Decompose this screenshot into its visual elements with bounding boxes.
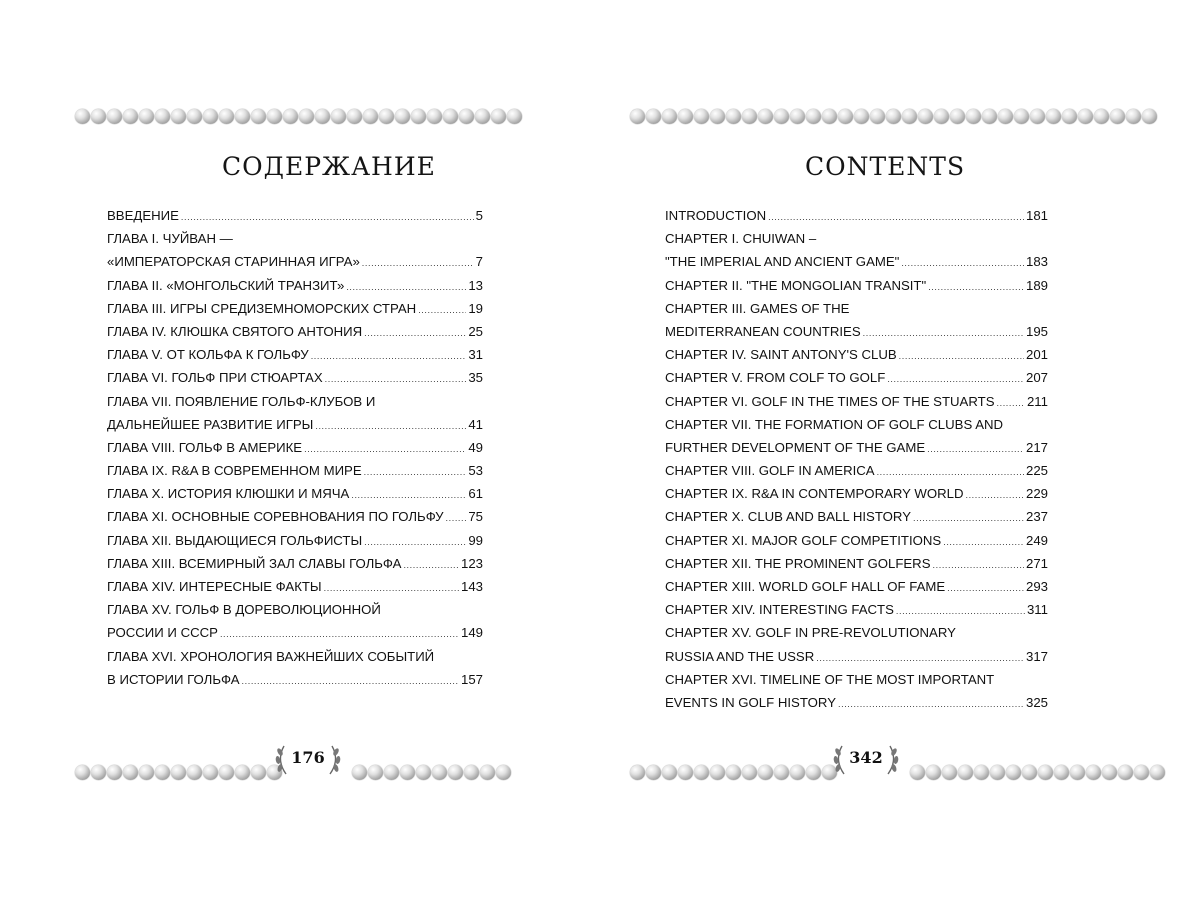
golf-ball-icon bbox=[726, 765, 741, 780]
golf-ball-icon bbox=[251, 109, 266, 124]
golf-ball-border-top bbox=[75, 109, 522, 129]
toc-entry bbox=[107, 486, 483, 509]
toc-entry-page: 31 bbox=[468, 347, 483, 363]
dot-leader bbox=[181, 212, 474, 222]
toc-entry bbox=[665, 324, 1048, 347]
golf-ball-icon bbox=[694, 109, 709, 124]
dot-leader bbox=[364, 467, 467, 477]
golf-ball-icon bbox=[267, 109, 282, 124]
toc-entry-title: ГЛАВА XV. ГОЛЬФ В ДОРЕВОЛЮЦИОННОЙ bbox=[107, 602, 381, 618]
golf-ball-icon bbox=[1022, 765, 1037, 780]
golf-ball-icon bbox=[123, 109, 138, 124]
golf-ball-icon bbox=[75, 109, 90, 124]
toc-entry-title: CHAPTER XI. MAJOR GOLF COMPETITIONS bbox=[665, 532, 942, 548]
golf-ball-icon bbox=[1094, 109, 1109, 124]
toc-entry-page: 75 bbox=[468, 509, 483, 525]
golf-ball-icon bbox=[630, 109, 645, 124]
golf-ball-icon bbox=[758, 765, 773, 780]
golf-ball-icon bbox=[710, 765, 725, 780]
toc-entry-page: 207 bbox=[1025, 370, 1048, 386]
dot-leader bbox=[838, 699, 1024, 709]
toc-entry bbox=[665, 486, 1048, 509]
toc-entry-page: 5 bbox=[475, 208, 483, 223]
golf-ball-icon bbox=[91, 765, 106, 780]
toc-entry-page: 41 bbox=[468, 416, 483, 432]
dot-leader bbox=[351, 490, 466, 500]
golf-ball-icon bbox=[950, 109, 965, 124]
golf-ball-icon bbox=[123, 765, 138, 780]
golf-ball-icon bbox=[368, 765, 383, 780]
golf-ball-icon bbox=[139, 109, 154, 124]
golf-ball-icon bbox=[934, 109, 949, 124]
golf-ball-icon bbox=[187, 109, 202, 124]
toc-entry-page: 181 bbox=[1025, 208, 1048, 223]
golf-ball-icon bbox=[203, 109, 218, 124]
toc-entry-title: ГЛАВА XIV. ИНТЕРЕСНЫЕ ФАКТЫ bbox=[107, 579, 322, 594]
golf-ball-border-bottom bbox=[352, 765, 511, 785]
toc-entry-page: 19 bbox=[468, 300, 483, 316]
toc-entry-page: 13 bbox=[468, 277, 483, 293]
toc-entry-page: 61 bbox=[468, 486, 483, 502]
page-number-badge bbox=[268, 740, 348, 780]
toc-entry bbox=[107, 254, 483, 277]
golf-ball-icon bbox=[1150, 765, 1165, 780]
toc-entry-title: CHAPTER VI. GOLF IN THE TIMES OF THE STUARTS bbox=[665, 393, 995, 409]
toc-entry bbox=[665, 463, 1048, 486]
golf-ball-icon bbox=[507, 109, 522, 124]
golf-ball-icon bbox=[395, 109, 410, 124]
toc-entry-page: 195 bbox=[1025, 323, 1048, 339]
toc-entry-title: CHAPTER IX. R&A IN CONTEMPORARY WORLD bbox=[665, 486, 964, 502]
dot-leader bbox=[315, 421, 466, 431]
golf-ball-border-top bbox=[630, 109, 1157, 129]
golf-ball-icon bbox=[331, 109, 346, 124]
toc-entry bbox=[107, 602, 483, 625]
toc-entry-title: CHAPTER XV. GOLF IN PRE-REVOLUTIONARY bbox=[665, 625, 956, 641]
golf-ball-icon bbox=[630, 765, 645, 780]
golf-ball-icon bbox=[171, 109, 186, 124]
toc-entry bbox=[665, 649, 1048, 672]
golf-ball-icon bbox=[982, 109, 997, 124]
toc-entry bbox=[665, 254, 1048, 277]
golf-ball-border-bottom bbox=[75, 765, 282, 785]
table-of-contents bbox=[107, 208, 483, 695]
golf-ball-icon bbox=[710, 109, 725, 124]
toc-entry bbox=[107, 394, 483, 417]
toc-entry bbox=[107, 440, 483, 463]
golf-ball-icon bbox=[187, 765, 202, 780]
toc-entry-title: ГЛАВА XVI. ХРОНОЛОГИЯ ВАЖНЕЙШИХ СОБЫТИЙ bbox=[107, 648, 435, 664]
right-page bbox=[600, 0, 1200, 900]
toc-entry-title: ДАЛЬНЕЙШЕЕ РАЗВИТИЕ ИГРЫ bbox=[107, 416, 314, 432]
toc-entry-title: ГЛАВА XI. ОСНОВНЫЕ СОРЕВНОВАНИЯ ПО ГОЛЬФУ bbox=[107, 509, 444, 525]
golf-ball-icon bbox=[251, 765, 266, 780]
toc-entry bbox=[665, 533, 1048, 556]
toc-entry-page: 49 bbox=[468, 439, 483, 455]
golf-ball-icon bbox=[646, 765, 661, 780]
toc-entry-page: 53 bbox=[468, 463, 483, 479]
golf-ball-icon bbox=[352, 765, 367, 780]
golf-ball-icon bbox=[758, 109, 773, 124]
golf-ball-icon bbox=[1006, 765, 1021, 780]
golf-ball-icon bbox=[219, 109, 234, 124]
toc-entry bbox=[665, 231, 1048, 254]
golf-ball-icon bbox=[432, 765, 447, 780]
golf-ball-icon bbox=[155, 765, 170, 780]
golf-ball-icon bbox=[662, 765, 677, 780]
toc-entry-title: CHAPTER VII. THE FORMATION OF GOLF CLUBS AND bbox=[665, 416, 1004, 432]
golf-ball-icon bbox=[646, 109, 661, 124]
golf-ball-icon bbox=[203, 765, 218, 780]
golf-ball-border-bottom bbox=[630, 765, 837, 785]
golf-ball-icon bbox=[678, 109, 693, 124]
toc-entry-title: CHAPTER IV. SAINT ANTONY'S CLUB bbox=[665, 347, 897, 363]
toc-entry bbox=[107, 533, 483, 556]
golf-ball-border-bottom bbox=[910, 765, 1165, 785]
golf-ball-icon bbox=[966, 109, 981, 124]
toc-entry bbox=[107, 579, 483, 602]
toc-entry bbox=[107, 649, 483, 672]
golf-ball-icon bbox=[1054, 765, 1069, 780]
golf-ball-icon bbox=[496, 765, 511, 780]
toc-entry-page: 271 bbox=[1025, 555, 1048, 571]
golf-ball-icon bbox=[806, 109, 821, 124]
golf-ball-icon bbox=[416, 765, 431, 780]
toc-entry bbox=[665, 672, 1048, 695]
dot-leader bbox=[242, 676, 459, 686]
dot-leader bbox=[899, 351, 1024, 361]
toc-entry bbox=[665, 208, 1048, 231]
golf-ball-icon bbox=[1046, 109, 1061, 124]
golf-ball-icon bbox=[427, 109, 442, 124]
toc-entry-title: ГЛАВА V. ОТ КОЛЬФА К ГОЛЬФУ bbox=[107, 347, 309, 363]
dot-leader bbox=[418, 305, 466, 315]
golf-ball-icon bbox=[678, 765, 693, 780]
golf-ball-icon bbox=[854, 109, 869, 124]
toc-entry-title: CHAPTER XIII. WORLD GOLF HALL OF FAME bbox=[665, 579, 946, 594]
dot-leader bbox=[901, 258, 1024, 268]
page-number: 176 bbox=[291, 748, 325, 767]
golf-ball-icon bbox=[926, 765, 941, 780]
toc-entry bbox=[107, 347, 483, 370]
golf-ball-icon bbox=[75, 765, 90, 780]
toc-entry bbox=[665, 556, 1048, 579]
golf-ball-icon bbox=[91, 109, 106, 124]
golf-ball-icon bbox=[694, 765, 709, 780]
toc-entry-title: MEDITERRANEAN COUNTRIES bbox=[665, 323, 861, 339]
golf-ball-icon bbox=[379, 109, 394, 124]
golf-ball-icon bbox=[774, 109, 789, 124]
toc-entry bbox=[107, 324, 483, 347]
golf-ball-icon bbox=[1014, 109, 1029, 124]
toc-entry bbox=[107, 301, 483, 324]
toc-entry-title: CHAPTER I. CHUIWAN – bbox=[665, 231, 817, 247]
toc-entry-page: 237 bbox=[1025, 509, 1048, 525]
toc-entry-page: 189 bbox=[1025, 277, 1048, 293]
dot-leader bbox=[768, 212, 1024, 222]
toc-entry-page: 7 bbox=[475, 254, 483, 270]
golf-ball-icon bbox=[1142, 109, 1157, 124]
golf-ball-icon bbox=[363, 109, 378, 124]
toc-entry-page: 157 bbox=[460, 671, 483, 687]
toc-entry bbox=[665, 579, 1048, 602]
page-number-badge bbox=[826, 740, 906, 780]
toc-entry-title: В ИСТОРИИ ГОЛЬФА bbox=[107, 671, 240, 687]
golf-ball-icon bbox=[990, 765, 1005, 780]
golf-ball-icon bbox=[958, 765, 973, 780]
toc-entry-page: 25 bbox=[468, 323, 483, 339]
toc-entry-title: "THE IMPERIAL AND ANCIENT GAME" bbox=[665, 254, 900, 270]
toc-entry-title: EVENTS IN GOLF HISTORY bbox=[665, 694, 836, 710]
toc-entry bbox=[665, 440, 1048, 463]
golf-ball-icon bbox=[886, 109, 901, 124]
toc-entry-page: 35 bbox=[468, 370, 483, 386]
golf-ball-icon bbox=[1134, 765, 1149, 780]
toc-entry bbox=[665, 602, 1048, 625]
golf-ball-icon bbox=[806, 765, 821, 780]
toc-entry-title: ГЛАВА VI. ГОЛЬФ ПРИ СТЮАРТАХ bbox=[107, 370, 323, 386]
dot-leader bbox=[403, 560, 459, 570]
toc-entry-page: 317 bbox=[1025, 648, 1048, 664]
toc-entry bbox=[107, 556, 483, 579]
golf-ball-icon bbox=[662, 109, 677, 124]
golf-ball-icon bbox=[790, 109, 805, 124]
toc-entry-page: 293 bbox=[1025, 579, 1048, 594]
toc-entry-page: 325 bbox=[1025, 694, 1048, 710]
golf-ball-icon bbox=[942, 765, 957, 780]
golf-ball-icon bbox=[1070, 765, 1085, 780]
toc-entry-page: 143 bbox=[460, 579, 483, 594]
golf-ball-icon bbox=[742, 109, 757, 124]
dot-leader bbox=[364, 537, 466, 547]
toc-entry-title: CHAPTER X. CLUB AND BALL HISTORY bbox=[665, 509, 911, 525]
toc-entry bbox=[665, 417, 1048, 440]
dot-leader bbox=[913, 513, 1024, 523]
toc-entry-page: 201 bbox=[1025, 347, 1048, 363]
toc-entry-title: INTRODUCTION bbox=[665, 208, 767, 223]
toc-entry bbox=[107, 463, 483, 486]
golf-ball-icon bbox=[107, 765, 122, 780]
golf-ball-icon bbox=[464, 765, 479, 780]
toc-entry-page: 229 bbox=[1025, 486, 1048, 502]
dot-leader bbox=[943, 537, 1024, 547]
toc-entry bbox=[107, 208, 483, 231]
page-title: СОДЕРЖАНИЕ bbox=[222, 152, 436, 181]
golf-ball-icon bbox=[1110, 109, 1125, 124]
golf-ball-icon bbox=[235, 765, 250, 780]
dot-leader bbox=[887, 374, 1024, 384]
toc-entry bbox=[665, 370, 1048, 393]
dot-leader bbox=[877, 467, 1024, 477]
dot-leader bbox=[325, 374, 467, 384]
toc-entry bbox=[107, 509, 483, 532]
toc-entry-title: ГЛАВА II. «МОНГОЛЬСКИЙ ТРАНЗИТ» bbox=[107, 277, 345, 293]
toc-entry-title: «ИМПЕРАТОРСКАЯ СТАРИННАЯ ИГРА» bbox=[107, 254, 360, 270]
golf-ball-icon bbox=[870, 109, 885, 124]
dot-leader bbox=[863, 328, 1024, 338]
golf-ball-icon bbox=[347, 109, 362, 124]
golf-ball-icon bbox=[411, 109, 426, 124]
dot-leader bbox=[928, 282, 1024, 292]
golf-ball-icon bbox=[910, 765, 925, 780]
toc-entry-title: RUSSIA AND THE USSR bbox=[665, 648, 815, 664]
dot-leader bbox=[311, 351, 467, 361]
toc-entry bbox=[107, 625, 483, 648]
toc-entry-title: ГЛАВА I. ЧУЙВАН — bbox=[107, 231, 233, 247]
golf-ball-icon bbox=[443, 109, 458, 124]
dot-leader bbox=[896, 606, 1025, 616]
toc-entry-page: 311 bbox=[1026, 602, 1048, 618]
toc-entry-title: CHAPTER XIV. INTERESTING FACTS bbox=[665, 602, 894, 618]
golf-ball-icon bbox=[790, 765, 805, 780]
toc-entry-page: 225 bbox=[1025, 463, 1048, 479]
golf-ball-icon bbox=[1086, 765, 1101, 780]
golf-ball-icon bbox=[139, 765, 154, 780]
toc-entry-title: ГЛАВА XII. ВЫДАЮЩИЕСЯ ГОЛЬФИСТЫ bbox=[107, 532, 363, 548]
toc-entry bbox=[107, 370, 483, 393]
golf-ball-icon bbox=[283, 109, 298, 124]
table-of-contents bbox=[665, 208, 1048, 718]
golf-ball-icon bbox=[219, 765, 234, 780]
dot-leader bbox=[346, 282, 466, 292]
toc-entry-page: 149 bbox=[460, 625, 483, 641]
dot-leader bbox=[816, 653, 1024, 663]
golf-ball-icon bbox=[299, 109, 314, 124]
golf-ball-icon bbox=[974, 765, 989, 780]
golf-ball-icon bbox=[1062, 109, 1077, 124]
dot-leader bbox=[364, 328, 466, 338]
golf-ball-icon bbox=[726, 109, 741, 124]
golf-ball-icon bbox=[1030, 109, 1045, 124]
toc-entry-title: ГЛАВА XIII. ВСЕМИРНЫЙ ЗАЛ СЛАВЫ ГОЛЬФА bbox=[107, 555, 402, 571]
dot-leader bbox=[324, 583, 459, 593]
golf-ball-icon bbox=[384, 765, 399, 780]
dot-leader bbox=[947, 583, 1024, 593]
golf-ball-icon bbox=[902, 109, 917, 124]
toc-entry bbox=[665, 278, 1048, 301]
golf-ball-icon bbox=[1118, 765, 1133, 780]
golf-ball-icon bbox=[1038, 765, 1053, 780]
toc-entry-title: CHAPTER II. "THE MONGOLIAN TRANSIT" bbox=[665, 277, 927, 293]
toc-entry bbox=[665, 301, 1048, 324]
toc-entry bbox=[107, 417, 483, 440]
toc-entry bbox=[107, 278, 483, 301]
golf-ball-icon bbox=[742, 765, 757, 780]
toc-entry bbox=[107, 231, 483, 254]
toc-entry-title: CHAPTER V. FROM COLF TO GOLF bbox=[665, 370, 886, 386]
toc-entry-page: 123 bbox=[460, 555, 483, 571]
toc-entry bbox=[665, 347, 1048, 370]
toc-entry-page: 217 bbox=[1025, 439, 1048, 455]
golf-ball-icon bbox=[774, 765, 789, 780]
golf-ball-icon bbox=[491, 109, 506, 124]
toc-entry-title: ГЛАВА VII. ПОЯВЛЕНИЕ ГОЛЬФ-КЛУБОВ И bbox=[107, 393, 376, 409]
golf-ball-icon bbox=[459, 109, 474, 124]
toc-entry-title: ГЛАВА IX. R&A В СОВРЕМЕННОМ МИРЕ bbox=[107, 463, 362, 479]
page-number: 342 bbox=[849, 748, 883, 767]
golf-ball-icon bbox=[838, 109, 853, 124]
toc-entry-title: CHAPTER III. GAMES OF THE bbox=[665, 300, 850, 316]
toc-entry-title: ГЛАВА III. ИГРЫ СРЕДИЗЕМНОМОРСКИХ СТРАН bbox=[107, 300, 417, 316]
dot-leader bbox=[933, 560, 1024, 570]
toc-entry bbox=[665, 695, 1048, 718]
toc-entry bbox=[107, 672, 483, 695]
toc-entry-title: CHAPTER VIII. GOLF IN AMERICA bbox=[665, 463, 875, 479]
toc-entry-page: 99 bbox=[468, 532, 483, 548]
toc-entry bbox=[665, 625, 1048, 648]
dot-leader bbox=[362, 258, 474, 268]
dot-leader bbox=[446, 513, 467, 523]
golf-ball-icon bbox=[235, 109, 250, 124]
golf-ball-icon bbox=[315, 109, 330, 124]
golf-ball-icon bbox=[998, 109, 1013, 124]
toc-entry-title: ГЛАВА VIII. ГОЛЬФ В АМЕРИКЕ bbox=[107, 439, 303, 455]
golf-ball-icon bbox=[480, 765, 495, 780]
golf-ball-icon bbox=[475, 109, 490, 124]
toc-entry-page: 249 bbox=[1025, 532, 1048, 548]
toc-entry-title: CHAPTER XII. THE PROMINENT GOLFERS bbox=[665, 555, 931, 571]
toc-entry-page: 211 bbox=[1026, 393, 1048, 409]
toc-entry-title: FURTHER DEVELOPMENT OF THE GAME bbox=[665, 439, 926, 455]
toc-entry-title: ВВЕДЕНИЕ bbox=[107, 208, 179, 223]
dot-leader bbox=[927, 444, 1024, 454]
toc-entry-page: 183 bbox=[1025, 254, 1048, 270]
golf-ball-icon bbox=[448, 765, 463, 780]
page-title: CONTENTS bbox=[805, 152, 966, 181]
golf-ball-icon bbox=[1126, 109, 1141, 124]
golf-ball-icon bbox=[918, 109, 933, 124]
golf-ball-icon bbox=[400, 765, 415, 780]
dot-leader bbox=[220, 629, 459, 639]
dot-leader bbox=[965, 490, 1024, 500]
toc-entry-title: РОССИИ И СССР bbox=[107, 625, 218, 641]
golf-ball-icon bbox=[1078, 109, 1093, 124]
toc-entry-title: ГЛАВА X. ИСТОРИЯ КЛЮШКИ И МЯЧА bbox=[107, 486, 350, 502]
toc-entry-title: CHAPTER XVI. TIMELINE OF THE MOST IMPORTANT bbox=[665, 671, 995, 687]
toc-entry bbox=[665, 394, 1048, 417]
toc-entry bbox=[665, 509, 1048, 532]
golf-ball-icon bbox=[822, 109, 837, 124]
dot-leader bbox=[997, 398, 1025, 408]
golf-ball-icon bbox=[171, 765, 186, 780]
golf-ball-icon bbox=[155, 109, 170, 124]
toc-entry-title: ГЛАВА IV. КЛЮШКА СВЯТОГО АНТОНИЯ bbox=[107, 323, 363, 339]
golf-ball-icon bbox=[107, 109, 122, 124]
dot-leader bbox=[304, 444, 466, 454]
golf-ball-icon bbox=[1102, 765, 1117, 780]
